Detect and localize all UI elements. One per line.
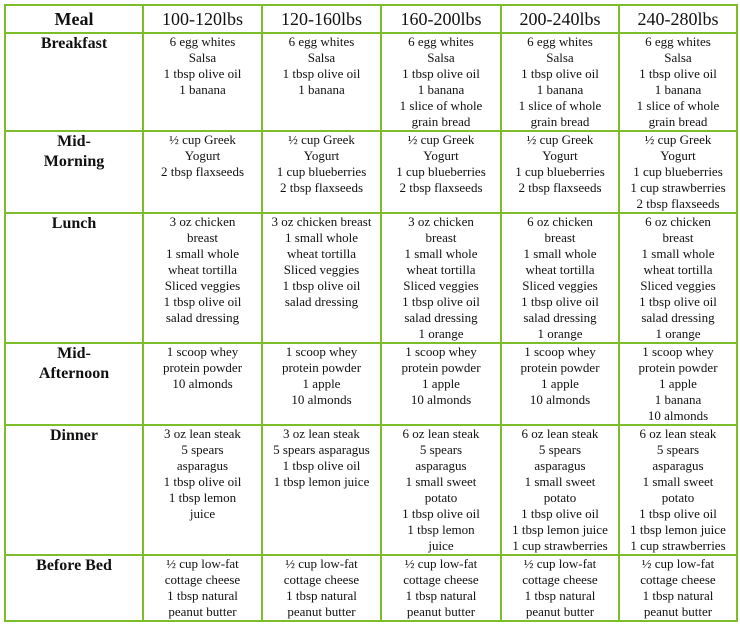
table-cell	[262, 213, 381, 343]
table-cell	[501, 213, 619, 343]
food-item: 1 scoop whey	[285, 344, 358, 359]
header-100-120lbs: 100-120lbs	[143, 5, 262, 33]
food-item: 1 tbsp olive oil	[639, 294, 717, 309]
table-cell	[619, 343, 737, 425]
food-item: ½ cup Greek	[407, 132, 475, 147]
food-item: ½ cup Greek	[288, 132, 355, 147]
food-item: 1 slice of whole	[636, 98, 720, 113]
food-item: 1 small sweet	[405, 474, 477, 489]
food-item: asparagus	[415, 458, 467, 473]
food-item: 10 almonds	[647, 408, 709, 423]
table-cell	[619, 33, 737, 131]
food-item: Sliced veggies	[522, 278, 598, 293]
food-item: 1 banana	[654, 392, 702, 407]
food-item: 6 oz lean steak	[402, 426, 480, 441]
food-item: breast	[662, 230, 694, 245]
food-item: 1 small whole	[523, 246, 597, 261]
food-item: peanut butter	[525, 604, 595, 619]
food-item: 2 tbsp flaxseeds	[399, 180, 483, 195]
table-cell	[143, 131, 262, 213]
food-item: Sliced veggies	[283, 262, 360, 277]
meal-name-line: Mid-	[57, 133, 91, 150]
food-item: 1 slice of whole	[399, 98, 483, 113]
food-item: Yogurt	[542, 148, 578, 163]
table-cell	[262, 555, 381, 621]
food-item: grain bread	[530, 114, 590, 129]
food-item: potato	[543, 490, 577, 505]
food-item: cottage cheese	[522, 572, 598, 587]
table-cell	[381, 555, 501, 621]
meal-name-line: Before Bed	[36, 557, 112, 574]
food-item: 1 banana	[654, 82, 702, 97]
food-item: 1 cup blueberries	[276, 164, 367, 179]
table-cell	[262, 425, 381, 555]
food-item: 1 tbsp olive oil	[402, 506, 480, 521]
food-item: 6 egg whites	[408, 34, 474, 49]
table-cell	[501, 131, 619, 213]
food-item: 5 spears	[419, 442, 463, 457]
food-item: peanut butter	[287, 604, 356, 619]
food-item: 1 tbsp olive oil	[521, 294, 599, 309]
food-item: 1 tbsp natural	[286, 588, 357, 603]
food-item: 5 spears	[538, 442, 582, 457]
food-item: ½ cup low-fat	[404, 556, 478, 571]
food-item: Yogurt	[184, 148, 221, 163]
food-item: 6 oz lean steak	[521, 426, 599, 441]
food-item: 1 scoop whey	[405, 344, 477, 359]
food-item: 1 cup strawberries	[630, 538, 726, 553]
food-item: 3 oz chicken	[408, 214, 474, 229]
food-item: protein powder	[281, 360, 362, 375]
food-item: 1 tbsp olive oil	[282, 278, 361, 293]
table-cell	[501, 555, 619, 621]
food-item: 1 tbsp lemon juice	[512, 522, 608, 537]
table-cell	[619, 131, 737, 213]
food-item: juice	[428, 538, 454, 553]
table-cell	[619, 425, 737, 555]
food-item: 1 banana	[417, 82, 465, 97]
food-item: ½ cup Greek	[169, 132, 236, 147]
food-item: 1 orange	[655, 326, 701, 341]
table-cell	[381, 33, 501, 131]
food-item: 1 tbsp olive oil	[163, 66, 242, 81]
food-item: 1 small whole	[641, 246, 715, 261]
food-item: 1 apple	[659, 376, 697, 391]
food-item: 1 small sweet	[642, 474, 714, 489]
food-item: breast	[186, 230, 219, 245]
food-item: 1 cup strawberries	[630, 180, 726, 195]
meal-name-cell	[5, 425, 143, 555]
food-item: peanut butter	[168, 604, 237, 619]
food-item: 10 almonds	[410, 392, 472, 407]
food-item: Salsa	[546, 50, 574, 65]
food-item: 1 cup strawberries	[512, 538, 608, 553]
food-item: 6 egg whites	[645, 34, 711, 49]
food-item: 6 oz lean steak	[639, 426, 717, 441]
food-item: 6 egg whites	[527, 34, 593, 49]
meal-name-line: Morning	[43, 153, 105, 170]
food-item: 5 spears	[656, 442, 700, 457]
food-item: 2 tbsp flaxseeds	[518, 180, 602, 195]
food-item: 1 tbsp natural	[524, 588, 596, 603]
food-item: 1 apple	[302, 376, 341, 391]
food-item: ½ cup low-fat	[523, 556, 597, 571]
food-item: 1 slice of whole	[518, 98, 602, 113]
food-item: wheat tortilla	[406, 262, 476, 277]
table-row-mid-afternoon	[5, 343, 737, 425]
food-item: 1 tbsp natural	[167, 588, 238, 603]
food-item: 1 cup blueberries	[633, 164, 723, 179]
table-cell	[262, 131, 381, 213]
food-item: protein powder	[638, 360, 718, 375]
header-240-280lbs: 240-280lbs	[619, 5, 737, 33]
food-item: 1 tbsp lemon juice	[273, 474, 370, 489]
food-item: Sliced veggies	[164, 278, 241, 293]
food-item: 1 cup blueberries	[396, 164, 486, 179]
food-item: cottage cheese	[640, 572, 716, 587]
table-cell	[501, 425, 619, 555]
food-item: protein powder	[520, 360, 600, 375]
table-cell	[619, 555, 737, 621]
table-cell	[381, 343, 501, 425]
food-item: 1 scoop whey	[524, 344, 596, 359]
food-item: 2 tbsp flaxseeds	[636, 196, 720, 211]
table-row-lunch	[5, 213, 737, 343]
food-item: breast	[425, 230, 457, 245]
table-cell	[501, 33, 619, 131]
food-item: wheat tortilla	[525, 262, 595, 277]
food-item: juice	[189, 506, 216, 521]
food-item: 1 tbsp olive oil	[402, 66, 480, 81]
food-item: 10 almonds	[291, 392, 352, 407]
food-item: 1 orange	[537, 326, 583, 341]
food-item: wheat tortilla	[643, 262, 713, 277]
food-item: 3 oz lean steak	[283, 426, 360, 441]
food-item: 1 banana	[179, 82, 226, 97]
food-item: ½ cup low-fat	[641, 556, 715, 571]
food-item: 2 tbsp flaxseeds	[279, 180, 364, 195]
food-item: 1 scoop whey	[642, 344, 714, 359]
header-160-200lbs: 160-200lbs	[381, 5, 501, 33]
header-meal: Meal	[5, 5, 143, 33]
food-item: ½ cup low-fat	[285, 556, 358, 571]
meal-name-cell	[5, 343, 143, 425]
food-item: potato	[424, 490, 458, 505]
table-cell	[262, 33, 381, 131]
food-item: wheat tortilla	[168, 262, 237, 277]
table-cell	[381, 213, 501, 343]
food-item: salad dressing	[523, 310, 597, 325]
food-item: 10 almonds	[529, 392, 591, 407]
food-item: peanut butter	[643, 604, 713, 619]
food-item: Salsa	[664, 50, 692, 65]
table-row-dinner	[5, 425, 737, 555]
food-item: 6 egg whites	[288, 34, 355, 49]
food-item: ½ cup low-fat	[166, 556, 239, 571]
food-item: Salsa	[307, 50, 336, 65]
food-item: grain bread	[648, 114, 708, 129]
table-cell	[262, 343, 381, 425]
food-item: 1 small sweet	[524, 474, 596, 489]
food-item: ½ cup Greek	[644, 132, 712, 147]
food-item: 3 oz chicken	[169, 214, 236, 229]
food-item: 1 banana	[536, 82, 584, 97]
food-item: 1 tbsp olive oil	[163, 474, 242, 489]
food-item: 5 spears asparagus	[273, 442, 370, 457]
meal-name-line: Mid-	[57, 345, 91, 362]
food-item: Yogurt	[660, 148, 696, 163]
food-item: 1 small whole	[404, 246, 478, 261]
food-item: 1 tbsp olive oil	[282, 458, 361, 473]
food-item: breast	[544, 230, 576, 245]
food-item: 1 tbsp olive oil	[282, 66, 361, 81]
meal-name-cell	[5, 33, 143, 131]
food-item: 1 tbsp olive oil	[521, 506, 599, 521]
food-item: 5 spears	[181, 442, 224, 457]
food-item: 1 tbsp olive oil	[639, 506, 717, 521]
table-cell	[143, 33, 262, 131]
food-item: Sliced veggies	[640, 278, 716, 293]
meal-name-cell	[5, 555, 143, 621]
food-item: 2 tbsp flaxseeds	[160, 164, 245, 179]
food-item: 6 oz chicken	[527, 214, 593, 229]
food-item: peanut butter	[406, 604, 476, 619]
meal-name-cell	[5, 213, 143, 343]
table-cell	[143, 425, 262, 555]
food-item: 6 egg whites	[169, 34, 236, 49]
food-item: 1 tbsp olive oil	[402, 294, 480, 309]
food-item: Yogurt	[423, 148, 459, 163]
table-cell	[381, 131, 501, 213]
food-item: protein powder	[162, 360, 243, 375]
food-item: 10 almonds	[172, 376, 233, 391]
header-120-160lbs: 120-160lbs	[262, 5, 381, 33]
food-item: salad dressing	[641, 310, 715, 325]
food-item: Yogurt	[303, 148, 340, 163]
food-item: 3 oz lean steak	[164, 426, 241, 441]
food-item: 6 oz chicken	[645, 214, 711, 229]
food-item: asparagus	[652, 458, 704, 473]
meal-plan-table	[4, 4, 738, 622]
food-item: 1 tbsp olive oil	[163, 294, 242, 309]
food-item: asparagus	[176, 458, 229, 473]
meal-name-cell	[5, 131, 143, 213]
meal-name-line: Afternoon	[38, 365, 110, 382]
table-cell	[143, 343, 262, 425]
food-item: 1 tbsp olive oil	[639, 66, 717, 81]
header-row	[5, 5, 737, 33]
food-item: salad dressing	[404, 310, 478, 325]
food-item: grain bread	[411, 114, 471, 129]
meal-name-line: Lunch	[51, 215, 97, 232]
food-item: 1 tbsp lemon juice	[630, 522, 726, 537]
table-cell	[143, 213, 262, 343]
food-item: 1 cup blueberries	[515, 164, 605, 179]
food-item: protein powder	[401, 360, 481, 375]
food-item: asparagus	[534, 458, 586, 473]
food-item: ½ cup Greek	[526, 132, 594, 147]
food-item: Salsa	[188, 50, 217, 65]
food-item: 1 scoop whey	[166, 344, 239, 359]
table-row-mid-morning	[5, 131, 737, 213]
food-item: 1 tbsp lemon	[168, 490, 237, 505]
food-item: 1 tbsp lemon	[407, 522, 475, 537]
food-item: Salsa	[427, 50, 455, 65]
food-item: 1 apple	[422, 376, 460, 391]
food-item: 1 tbsp natural	[642, 588, 714, 603]
meal-name-line: Breakfast	[40, 35, 108, 52]
table-cell	[501, 343, 619, 425]
food-item: potato	[661, 490, 695, 505]
food-item: wheat tortilla	[287, 246, 356, 261]
food-item: cottage cheese	[164, 572, 241, 587]
table-cell	[143, 555, 262, 621]
food-item: 1 tbsp olive oil	[521, 66, 599, 81]
food-item: 1 small whole	[285, 230, 358, 245]
table-cell	[619, 213, 737, 343]
table-cell	[381, 425, 501, 555]
table-row-breakfast	[5, 33, 737, 131]
food-item: cottage cheese	[403, 572, 479, 587]
food-item: 1 banana	[298, 82, 345, 97]
food-item: 3 oz chicken breast	[271, 214, 372, 229]
food-item: 1 tbsp natural	[405, 588, 477, 603]
food-item: salad dressing	[284, 294, 359, 309]
food-item: salad dressing	[165, 310, 240, 325]
food-item: Sliced veggies	[403, 278, 479, 293]
meal-name-line: Dinner	[50, 427, 98, 444]
food-item: 1 apple	[541, 376, 579, 391]
food-item: 1 orange	[418, 326, 464, 341]
header-200-240lbs: 200-240lbs	[501, 5, 619, 33]
food-item: 1 small whole	[166, 246, 239, 261]
food-item: cottage cheese	[283, 572, 360, 587]
table-row-before-bed	[5, 555, 737, 621]
